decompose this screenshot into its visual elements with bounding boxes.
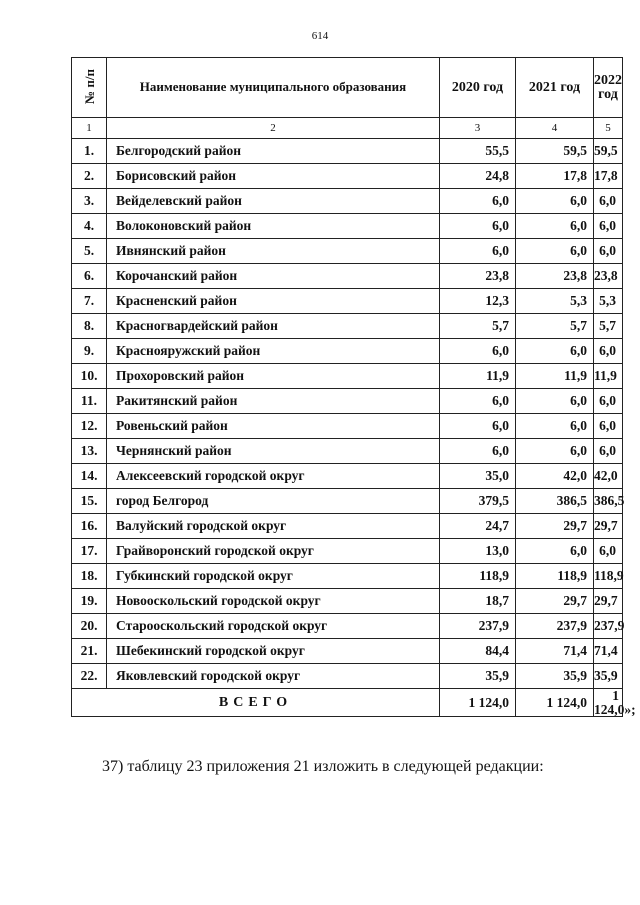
municipality-name: Красногвардейский район [107, 314, 440, 339]
table-row [72, 464, 623, 489]
value-2020: 6,0 [440, 239, 516, 264]
value-2022: 35,9 [594, 664, 623, 689]
municipality-name: Грайворонский городской округ [107, 539, 440, 564]
value-2022: 17,8 [594, 164, 623, 189]
value-2022: 71,4 [594, 639, 623, 664]
value-2022: 6,0 [594, 539, 623, 564]
municipality-name: Валуйский городской округ [107, 514, 440, 539]
row-number: 7. [72, 289, 107, 314]
municipality-name: Губкинский городской округ [107, 564, 440, 589]
municipality-name: Красненский район [107, 289, 440, 314]
table-row [72, 589, 623, 614]
value-2020: 23,8 [440, 264, 516, 289]
value-2020: 6,0 [440, 414, 516, 439]
row-number: 2. [72, 164, 107, 189]
value-2020: 6,0 [440, 189, 516, 214]
value-2021: 35,9 [516, 664, 594, 689]
table-row [72, 139, 623, 164]
value-2021: 23,8 [516, 264, 594, 289]
value-2021: 5,7 [516, 314, 594, 339]
table-row [72, 564, 623, 589]
table-row [72, 414, 623, 439]
row-number: 9. [72, 339, 107, 364]
table-row [72, 639, 623, 664]
header-2020: 2020 год [440, 58, 516, 118]
value-2021: 6,0 [516, 239, 594, 264]
value-2021: 6,0 [516, 339, 594, 364]
value-2020: 84,4 [440, 639, 516, 664]
page-number: 614 [311, 30, 329, 42]
municipality-name: Вейделевский район [107, 189, 440, 214]
municipality-name: Борисовский район [107, 164, 440, 189]
value-2020: 18,7 [440, 589, 516, 614]
row-number: 8. [72, 314, 107, 339]
row-number: 5. [72, 239, 107, 264]
value-2022: 11,9 [594, 364, 623, 389]
table-row [72, 339, 623, 364]
row-number: 14. [72, 464, 107, 489]
col-number: 2 [107, 118, 440, 139]
value-2022: 6,0 [594, 214, 623, 239]
value-2021: 386,5 [516, 489, 594, 514]
value-2022: 386,5 [594, 489, 623, 514]
total-label: ВСЕГО [72, 689, 440, 717]
table-row [72, 489, 623, 514]
col-number: 4 [516, 118, 594, 139]
table-header-row [72, 58, 623, 118]
header-num [72, 58, 107, 118]
value-2021: 6,0 [516, 214, 594, 239]
municipality-name: Старооскольский городской округ [107, 614, 440, 639]
value-2020: 6,0 [440, 389, 516, 414]
value-2021: 6,0 [516, 414, 594, 439]
municipality-name: Ракитянский район [107, 389, 440, 414]
header-num-label: № п/п [81, 69, 97, 104]
table-row [72, 514, 623, 539]
table-row [72, 389, 623, 414]
table-row [72, 539, 623, 564]
value-2020: 118,9 [440, 564, 516, 589]
value-2022: 29,7 [594, 589, 623, 614]
municipality-name: Яковлевский городской округ [107, 664, 440, 689]
row-number: 15. [72, 489, 107, 514]
row-number: 6. [72, 264, 107, 289]
value-2022: 42,0 [594, 464, 623, 489]
row-number: 3. [72, 189, 107, 214]
value-2021: 17,8 [516, 164, 594, 189]
value-2020: 35,9 [440, 664, 516, 689]
value-2021: 118,9 [516, 564, 594, 589]
municipality-name: Алексеевский городской округ [107, 464, 440, 489]
table-row [72, 164, 623, 189]
value-2022: 6,0 [594, 414, 623, 439]
value-2021: 237,9 [516, 614, 594, 639]
value-2021: 5,3 [516, 289, 594, 314]
municipality-name: Ивнянский район [107, 239, 440, 264]
value-2020: 55,5 [440, 139, 516, 164]
total-row [72, 689, 623, 717]
value-2020: 35,0 [440, 464, 516, 489]
value-2021: 42,0 [516, 464, 594, 489]
value-2020: 12,3 [440, 289, 516, 314]
value-2022: 237,9 [594, 614, 623, 639]
table-row [72, 314, 623, 339]
value-2020: 13,0 [440, 539, 516, 564]
header-name: Наименование муниципального образования [107, 58, 440, 118]
total-2021: 1 124,0 [516, 689, 594, 717]
municipality-name: Белгородский район [107, 139, 440, 164]
value-2022: 6,0 [594, 339, 623, 364]
municipality-name: Чернянский район [107, 439, 440, 464]
value-2022: 59,5 [594, 139, 623, 164]
table-row [72, 289, 623, 314]
value-2022: 6,0 [594, 239, 623, 264]
row-number: 1. [72, 139, 107, 164]
value-2021: 29,7 [516, 514, 594, 539]
table-row [72, 239, 623, 264]
value-2022: 5,7 [594, 314, 623, 339]
value-2021: 6,0 [516, 389, 594, 414]
value-2020: 6,0 [440, 439, 516, 464]
row-number: 17. [72, 539, 107, 564]
row-number: 22. [72, 664, 107, 689]
value-2021: 6,0 [516, 189, 594, 214]
value-2022: 118,9 [594, 564, 623, 589]
value-2021: 6,0 [516, 539, 594, 564]
header-2021: 2021 год [516, 58, 594, 118]
value-2020: 6,0 [440, 214, 516, 239]
row-number: 4. [72, 214, 107, 239]
value-2020: 379,5 [440, 489, 516, 514]
value-2022: 5,3 [594, 289, 623, 314]
municipality-name: Шебекинский городской округ [107, 639, 440, 664]
municipality-name: Корочанский район [107, 264, 440, 289]
value-2020: 24,7 [440, 514, 516, 539]
value-2021: 6,0 [516, 439, 594, 464]
value-2020: 11,9 [440, 364, 516, 389]
value-2020: 24,8 [440, 164, 516, 189]
municipality-name: Ровеньский район [107, 414, 440, 439]
allocation-table [71, 57, 636, 717]
row-number: 21. [72, 639, 107, 664]
col-number: 3 [440, 118, 516, 139]
value-2022: 6,0 [594, 389, 623, 414]
value-2020: 5,7 [440, 314, 516, 339]
value-2022: 6,0 [594, 439, 623, 464]
table-row [72, 664, 623, 689]
value-2022: 29,7 [594, 514, 623, 539]
table-row [72, 189, 623, 214]
municipality-name: Прохоровский район [107, 364, 440, 389]
value-2020: 6,0 [440, 339, 516, 364]
header-2022: 2022 год [594, 58, 623, 118]
table-row [72, 214, 623, 239]
table-row [72, 364, 623, 389]
row-number: 16. [72, 514, 107, 539]
municipality-name: Новооскольский городской округ [107, 589, 440, 614]
row-number: 11. [72, 389, 107, 414]
value-2022: 23,8 [594, 264, 623, 289]
col-number: 5 [594, 118, 623, 139]
municipality-name: город Белгород [107, 489, 440, 514]
total-2020: 1 124,0 [440, 689, 516, 717]
value-2021: 59,5 [516, 139, 594, 164]
value-2020: 237,9 [440, 614, 516, 639]
value-2021: 29,7 [516, 589, 594, 614]
instruction-paragraph: 37) таблицу 23 приложения 21 изложить в следующей редакции: [102, 758, 544, 775]
table-row [72, 264, 623, 289]
column-number-row [72, 118, 623, 139]
row-number: 20. [72, 614, 107, 639]
table-row [72, 614, 623, 639]
col-number: 1 [72, 118, 107, 139]
municipality-name: Краснояружский район [107, 339, 440, 364]
row-number: 19. [72, 589, 107, 614]
value-2021: 11,9 [516, 364, 594, 389]
table-row [72, 439, 623, 464]
row-number: 18. [72, 564, 107, 589]
value-2021: 71,4 [516, 639, 594, 664]
row-number: 13. [72, 439, 107, 464]
row-number: 12. [72, 414, 107, 439]
municipality-name: Волоконовский район [107, 214, 440, 239]
row-number: 10. [72, 364, 107, 389]
value-2022: 6,0 [594, 189, 623, 214]
total-2022: 1 124,0»; [594, 688, 636, 717]
